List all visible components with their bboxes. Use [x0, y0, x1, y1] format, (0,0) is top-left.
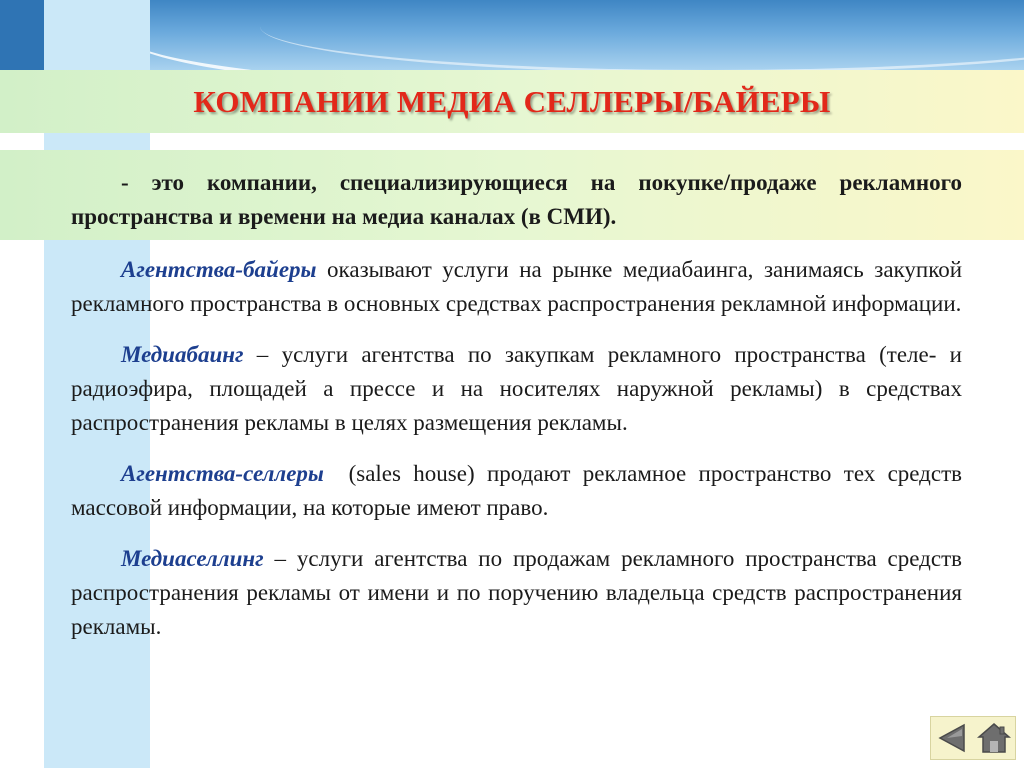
header-banner [0, 0, 1024, 70]
back-arrow-icon [934, 720, 970, 756]
paragraph-media-selling [71, 542, 962, 644]
term-media-selling: Медиаселлинг [121, 546, 264, 571]
paragraph-text: – услуги агентства по закупкам рекламного пространства (теле- и радиоэфира, площадей а прессе и на носителях наружной рекламы) в средствах распространения рекламы в целях размещения рекламы. [71, 342, 962, 435]
term-separator [324, 461, 349, 486]
home-icon [976, 720, 1012, 756]
term-agency-sellers: Агентства-селлеры [121, 461, 324, 486]
term-separator [264, 546, 275, 571]
term-separator [317, 257, 328, 282]
term-media-buying: Медиабаинг [121, 342, 244, 367]
left-corner-block [0, 0, 44, 70]
definition-dash: - [121, 170, 129, 195]
definition-paragraph [71, 166, 962, 234]
back-button[interactable] [934, 720, 970, 756]
slide-title: КОМПАНИИ МЕДИА СЕЛЛЕРЫ/БАЙЕРЫ [193, 83, 831, 119]
slide-body [71, 166, 962, 661]
paragraph-text: оказывают услуги на рынке медиабаинга, занимаясь закупкой рекламного пространства в основных средствах распространения рекламной информации. [71, 257, 963, 316]
paragraph-agency-buyers [71, 253, 962, 321]
home-button[interactable] [976, 720, 1012, 756]
paragraph-agency-sellers [71, 457, 962, 525]
paragraph-media-buying [71, 338, 962, 440]
slide-navigation [930, 716, 1016, 760]
term-agency-buyers: Агентства-байеры [121, 257, 317, 282]
paragraph-text: – услуги агентства по продажам рекламного пространства средств распространения рекламы от имени и по поручению владельца средств распространения рекламы. [71, 546, 962, 639]
paragraph-text: (sales house) продают рекламное пространство тех средств массовой информации, на которые имеют право. [71, 461, 963, 520]
term-separator [244, 342, 257, 367]
definition-text: это компании, специализирующиеся на покупке/продаже рекламного пространства и времени на медиа каналах (в СМИ). [71, 170, 963, 229]
